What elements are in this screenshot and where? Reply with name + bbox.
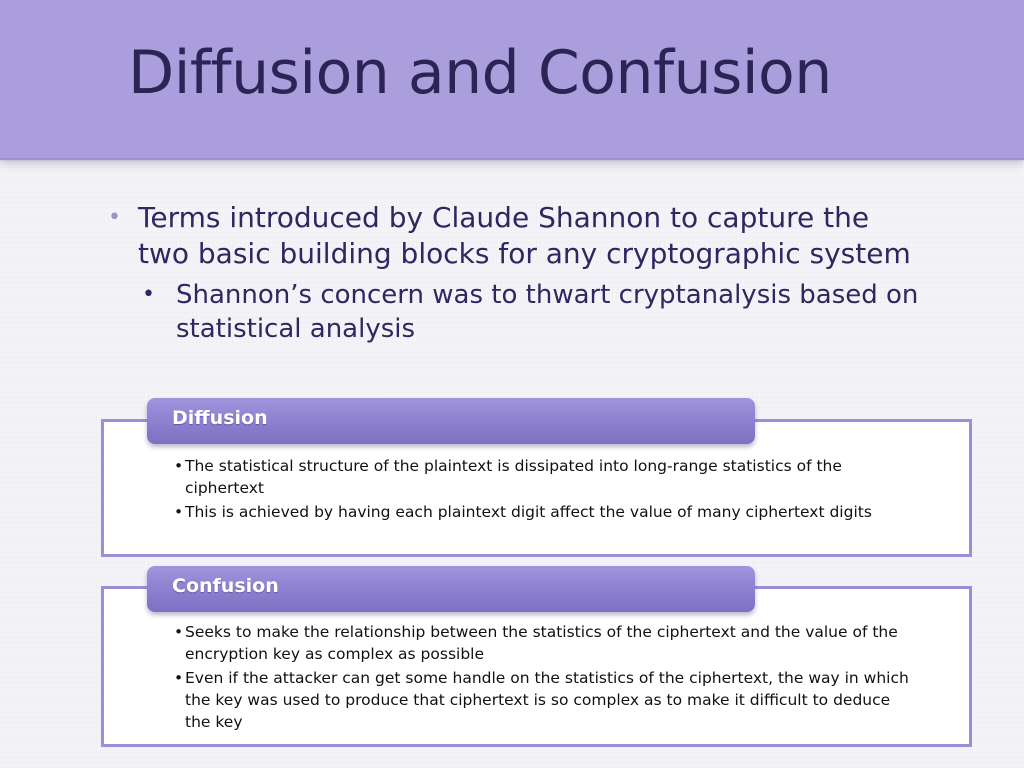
- list-bullet-icon: •: [174, 457, 184, 475]
- list-bullet-icon: •: [174, 503, 184, 521]
- list-item-text: Even if the attacker can get some handle on the statistics of the ciphertext, the way in which the key was used to produce that ciphertext is so complex as to make it difficult to deduce the key: [185, 669, 909, 731]
- bullet-marker-icon: •: [108, 205, 121, 230]
- sub-bullet-marker-icon: •: [142, 282, 155, 307]
- list-item: [174, 455, 914, 499]
- confusion-list: [174, 621, 914, 735]
- diffusion-list: [174, 455, 914, 525]
- confusion-heading: Confusion: [172, 575, 279, 597]
- main-bullet-list: [106, 200, 926, 346]
- title-band: [0, 0, 1024, 160]
- list-item: [174, 667, 914, 733]
- sub-bullet-text: Shannon’s concern was to thwart cryptanalysis based on statistical analysis: [176, 280, 919, 344]
- slide-title: Diffusion and Confusion: [128, 38, 832, 108]
- list-item-text: This is achieved by having each plaintext digit affect the value of many ciphertext digits: [185, 503, 872, 521]
- list-item: [174, 621, 914, 665]
- list-item-text: The statistical structure of the plaintext is dissipated into long-range statistics of the ciphertext: [185, 457, 842, 497]
- bullet-level-2: [142, 278, 926, 346]
- list-bullet-icon: •: [174, 669, 184, 687]
- diffusion-heading-tab: [147, 398, 755, 444]
- diffusion-heading: Diffusion: [172, 407, 268, 429]
- list-item: [174, 501, 914, 523]
- confusion-heading-tab: [147, 566, 755, 612]
- list-bullet-icon: •: [174, 623, 184, 641]
- list-item-text: Seeks to make the relationship between the statistics of the ciphertext and the value of the encryption key as complex as possible: [185, 623, 898, 663]
- bullet-level-1: [106, 200, 926, 272]
- bullet-text: Terms introduced by Claude Shannon to capture the two basic building blocks for any cryptographic system: [138, 201, 911, 270]
